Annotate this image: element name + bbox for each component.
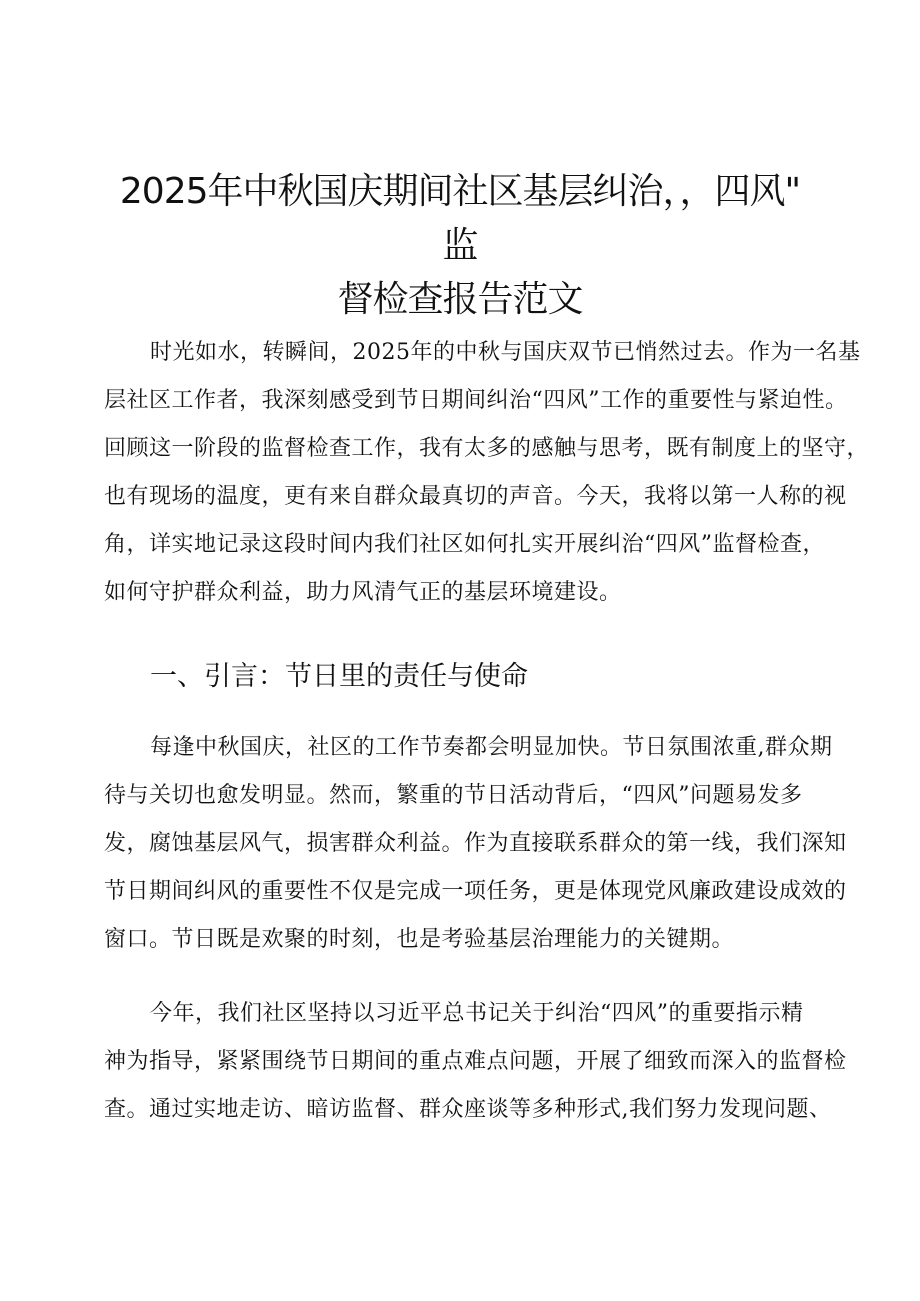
- text-line: 层社区工作者，我深刻感受到节日期间纠治“四风”工作的重要性与紧迫性。: [104, 388, 848, 413]
- text-line: 今年，我们社区坚持以习近平总书记关于纠治“四风”的重要指示精: [150, 1001, 804, 1026]
- text-line: 发，腐蚀基层风气，损害群众利益。作为直接联系群众的第一线，我们深知: [104, 831, 847, 856]
- section-paragraph: [104, 990, 847, 1134]
- section-heading: 一、引言：节日里的责任与使命: [150, 661, 528, 692]
- text-line: 也有现场的温度，更有来自群众最真切的声音。今天，我将以第一人称的视: [104, 484, 847, 509]
- text-line: 待与关切也愈发明显。然而，繁重的节日活动背后，“四风”问题易发多: [104, 783, 803, 808]
- text-line: 节日期间纠风的重要性不仅是完成一项任务，更是体现党风廉政建设成效的: [104, 879, 847, 904]
- intro-paragraph: [104, 329, 869, 617]
- document-title: [80, 165, 840, 327]
- text-line: 回顾这一阶段的监督检查工作，我有太多的感触与思考，既有制度上的坚守，: [104, 436, 870, 461]
- text-line: 如何守护群众利益，助力风清气正的基层环境建设。: [104, 580, 622, 605]
- text-line: 每逢中秋国庆，社区的工作节奏都会明显加快。节日氛围浓重,群众期: [150, 735, 833, 760]
- section-paragraph: [104, 724, 847, 964]
- text-line: 角，详实地记录这段时间内我们社区如何扎实开展纠治“四风”监督检查，: [104, 532, 825, 557]
- title-line: 监: [442, 225, 478, 266]
- title-line: 督检查报告范文: [337, 279, 583, 320]
- text-line: 时光如水，转瞬间，2025年的中秋与国庆双节已悄然过去。作为一名基: [150, 340, 861, 365]
- text-line: 窗口。节日既是欢聚的时刻，也是考验基层治理能力的关键期。: [104, 927, 735, 952]
- text-line: 神为指导，紧紧围绕节日期间的重点难点问题，开展了细致而深入的监督检: [104, 1049, 847, 1074]
- text-line: 查。通过实地走访、暗访监督、群众座谈等多种形式,我们努力发现问题、: [104, 1097, 832, 1122]
- title-line: 2025年中秋国庆期间社区基层纠治，，四风": [119, 171, 801, 212]
